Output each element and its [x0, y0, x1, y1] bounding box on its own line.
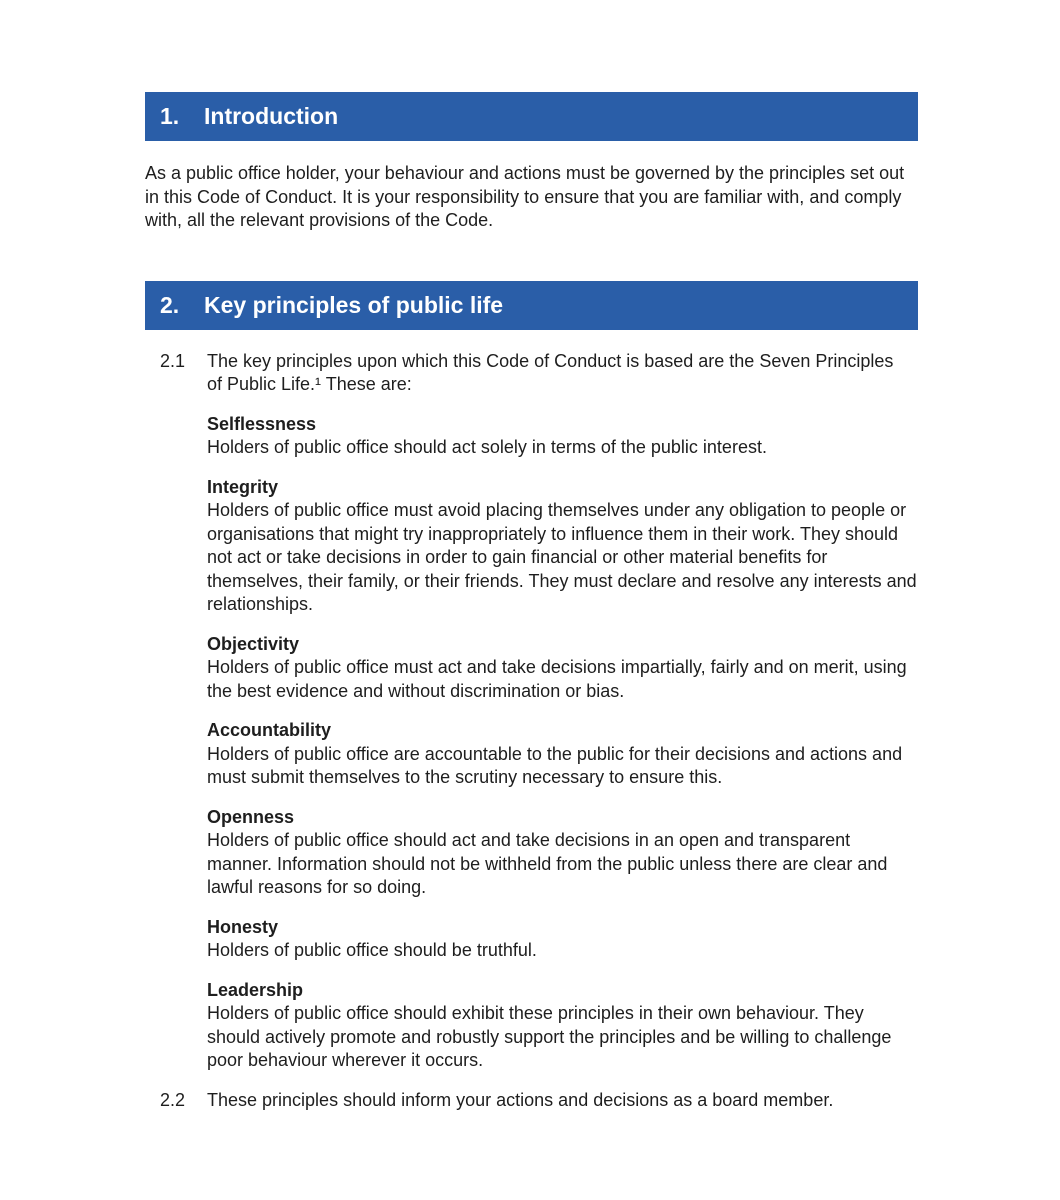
section-title: Introduction	[204, 103, 339, 129]
paragraph-2-1	[145, 350, 918, 1073]
principle-honesty	[207, 916, 918, 963]
principle-text: Holders of public office must act and take decisions impartially, fairly and on merit, using the best evidence and without discrimination or bias.	[207, 657, 907, 701]
principle-accountability	[207, 719, 918, 790]
section-title: Key principles of public life	[204, 291, 504, 318]
principle-title: Openness	[207, 806, 295, 827]
section-heading-key-principles	[145, 281, 918, 330]
principle-text: Holders of public office should be truthful.	[207, 940, 537, 960]
principle-text: Holders of public office should exhibit these principles in their own behaviour. They should actively promote and robustly support the principles and be willing to challenge poor behaviour wherever it occurs.	[207, 1003, 892, 1070]
document-page	[145, 92, 918, 1112]
principle-text: Holders of public office must avoid placing themselves under any obligation to people or organisations that might try inappropriately to influence them in their work. They should not act or take decisions in order to gain financial or other material benefits for themselves, their family, or their friends. They must declare and resolve any interests and relationships.	[207, 500, 917, 614]
paragraph-text: These principles should inform your actions and decisions as a board member.	[207, 1089, 834, 1110]
introduction-paragraph: As a public office holder, your behaviour and actions must be governed by the principles set out in this Code of Conduct. It is your responsibility to ensure that you are familiar with, and comply with, all the relevant provisions of the Code.	[145, 163, 905, 230]
principle-title: Objectivity	[207, 633, 300, 654]
principle-text: Holders of public office should act solely in terms of the public interest.	[207, 437, 767, 457]
section-heading-introduction	[145, 92, 918, 141]
principle-objectivity	[207, 633, 918, 704]
paragraph-number: 2.2	[160, 1089, 186, 1110]
section-number: 2.	[160, 291, 180, 318]
section-number: 1.	[160, 103, 180, 129]
paragraph-2-2	[145, 1089, 918, 1113]
principle-integrity	[207, 476, 918, 617]
principle-title: Integrity	[207, 476, 279, 497]
principle-text: Holders of public office are accountable to the public for their decisions and actions and must submit themselves to the scrutiny necessary to ensure this.	[207, 743, 903, 787]
principle-title: Selflessness	[207, 413, 317, 434]
principle-title: Accountability	[207, 720, 332, 740]
principle-openness	[207, 806, 918, 900]
principle-text: Holders of public office should act and take decisions in an open and transparent manner. Information should not be withheld from the public unless there are clear and lawful reasons for so doing.	[207, 830, 888, 897]
principle-selflessness	[207, 413, 918, 460]
paragraph-text: The key principles upon which this Code of Conduct is based are the Seven Principles of Public Life.¹ These are:	[207, 350, 894, 394]
principle-title: Honesty	[207, 916, 279, 937]
principle-title: Leadership	[207, 979, 304, 1000]
paragraph-number: 2.1	[160, 350, 186, 371]
principle-leadership	[207, 979, 918, 1073]
